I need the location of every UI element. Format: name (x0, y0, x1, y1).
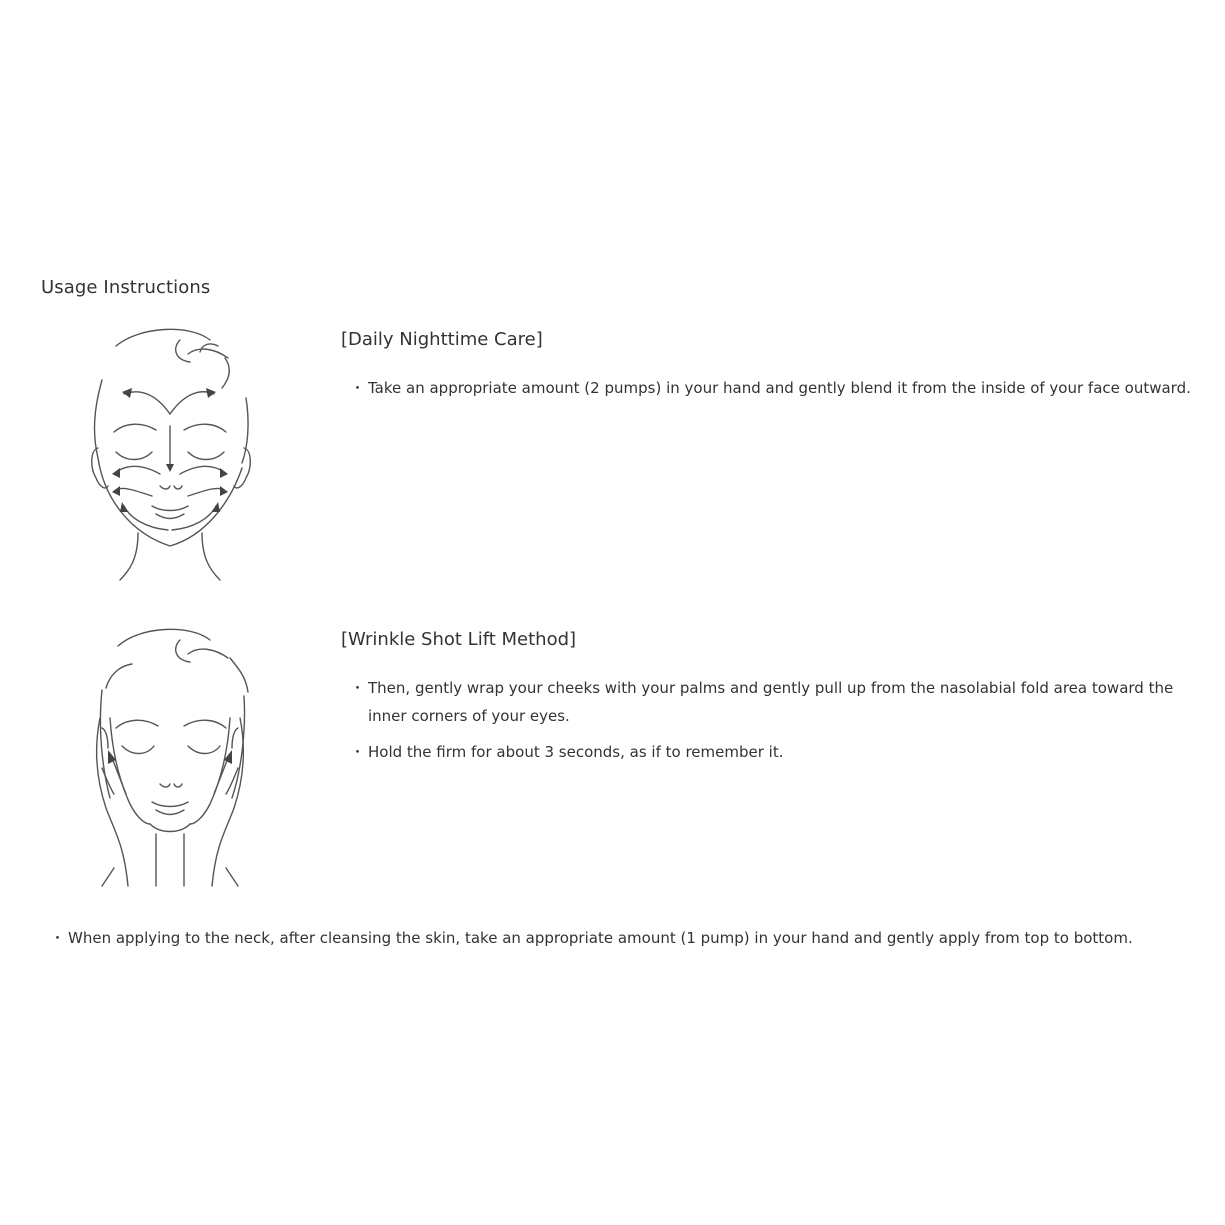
bullet-text: Hold the firm for about 3 seconds, as if to remember it. (368, 743, 784, 761)
footer-note-text: When applying to the neck, after cleansing the skin, take an appropriate amount (1 pump) in your hand and gently apply from top to bottom. (68, 929, 1133, 947)
bullet-item (341, 674, 1211, 730)
step-heading: [Wrinkle Shot Lift Method] (341, 629, 577, 650)
step-heading: [Daily Nighttime Care] (341, 329, 543, 350)
step-daily-nighttime-care (341, 328, 1211, 410)
face-massage-arrows-icon (80, 318, 260, 588)
bullet-text: Take an appropriate amount (2 pumps) in your hand and gently blend it from the inside of your face outward. (368, 379, 1191, 397)
step-bullets (341, 374, 1211, 402)
bullet-item (341, 374, 1211, 402)
step-bullets (341, 674, 1211, 766)
bullet-item (341, 738, 1211, 766)
bullet-dot: ・ (350, 743, 366, 761)
face-hands-lift-icon (80, 618, 260, 888)
section-title: Usage Instructions (41, 277, 211, 298)
bullet-dot: ・ (50, 929, 66, 947)
bullet-dot: ・ (350, 679, 366, 697)
step-wrinkle-shot-lift-method (341, 628, 1211, 774)
footer-note (50, 924, 1218, 952)
bullet-dot: ・ (350, 379, 366, 397)
bullet-text: Then, gently wrap your cheeks with your palms and gently pull up from the nasolabial fold area toward the inner corners of your eyes. (368, 679, 1174, 725)
